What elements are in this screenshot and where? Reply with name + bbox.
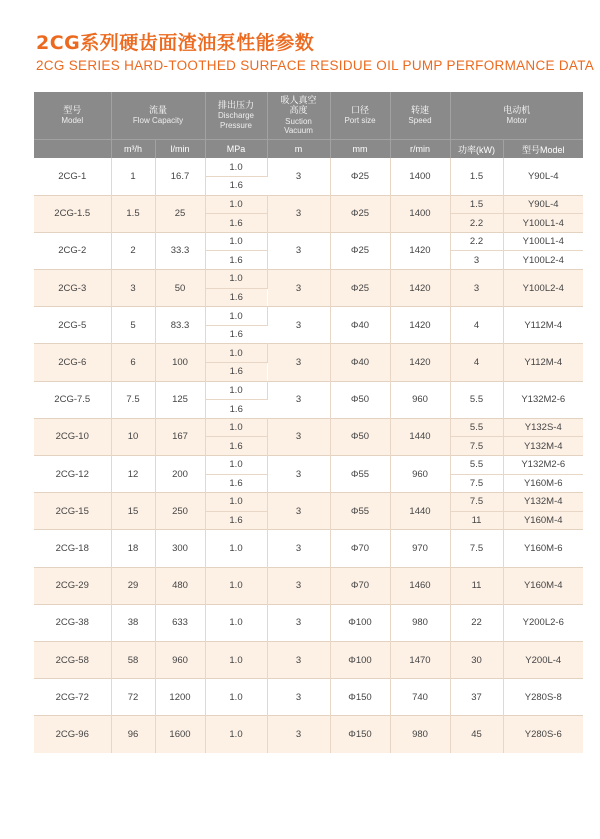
flow-lmin-cell: 16.7 — [155, 158, 205, 195]
pressure-cell: 1.0 — [205, 641, 267, 678]
unit-port: mm — [330, 140, 390, 159]
motor-model-cell: Y112M-4 — [503, 307, 583, 344]
power-cell: 4 — [450, 344, 503, 381]
table-row — [34, 158, 583, 177]
power-cell: 7.5 — [450, 493, 503, 512]
table-row — [34, 679, 583, 716]
flow-m3h-cell: 38 — [111, 604, 155, 641]
table-row — [34, 641, 583, 678]
motor-model-cell: Y90L-4 — [503, 195, 583, 214]
flow-lmin-cell: 50 — [155, 270, 205, 307]
table-row — [34, 270, 583, 289]
suction-cell: 3 — [267, 418, 330, 455]
flow-lmin-cell: 960 — [155, 641, 205, 678]
model-cell: 2CG-12 — [34, 456, 111, 493]
pressure-cell: 1.6 — [205, 214, 267, 233]
table-row — [34, 493, 583, 512]
port-cell: Φ55 — [330, 456, 390, 493]
pressure-cell: 1.6 — [205, 363, 267, 382]
suction-cell: 3 — [267, 381, 330, 418]
table-row — [34, 456, 583, 475]
table-row — [34, 530, 583, 567]
port-cell: Φ40 — [330, 344, 390, 381]
pressure-cell: 1.0 — [205, 530, 267, 567]
speed-cell: 960 — [390, 456, 450, 493]
model-cell: 2CG-7.5 — [34, 381, 111, 418]
port-cell: Φ100 — [330, 604, 390, 641]
speed-cell: 970 — [390, 530, 450, 567]
model-cell: 2CG-2 — [34, 232, 111, 269]
table-row — [34, 344, 583, 363]
suction-cell: 3 — [267, 604, 330, 641]
speed-cell: 1400 — [390, 195, 450, 232]
suction-cell: 3 — [267, 641, 330, 678]
power-cell: 5.5 — [450, 456, 503, 475]
pressure-cell: 1.0 — [205, 158, 267, 177]
motor-model-cell: Y132M2-6 — [503, 381, 583, 418]
pressure-cell: 1.6 — [205, 511, 267, 530]
model-cell: 2CG-1 — [34, 158, 111, 195]
flow-m3h-cell: 72 — [111, 679, 155, 716]
header-row-main — [34, 92, 583, 140]
port-cell: Φ25 — [330, 158, 390, 195]
pressure-cell: 1.0 — [205, 270, 267, 289]
table-row — [34, 195, 583, 214]
power-cell: 5.5 — [450, 381, 503, 418]
table-row — [34, 418, 583, 437]
pressure-cell: 1.6 — [205, 288, 267, 307]
power-cell: 7.5 — [450, 474, 503, 493]
suction-cell: 3 — [267, 493, 330, 530]
header-model: 型号 Model — [34, 92, 111, 140]
power-cell: 7.5 — [450, 530, 503, 567]
pressure-cell: 1.0 — [205, 381, 267, 400]
flow-lmin-cell: 125 — [155, 381, 205, 418]
header-motor: 电动机 Motor — [450, 92, 583, 140]
power-cell: 2.2 — [450, 232, 503, 251]
motor-model-cell: Y200L-4 — [503, 641, 583, 678]
model-cell: 2CG-1.5 — [34, 195, 111, 232]
motor-model-cell: Y100L2-4 — [503, 270, 583, 307]
header-port-size: 口径 Port size — [330, 92, 390, 140]
power-cell: 45 — [450, 716, 503, 753]
model-cell: 2CG-72 — [34, 679, 111, 716]
suction-cell: 3 — [267, 344, 330, 381]
table-row — [34, 604, 583, 641]
power-cell: 5.5 — [450, 418, 503, 437]
suction-cell: 3 — [267, 158, 330, 195]
suction-cell: 3 — [267, 307, 330, 344]
motor-model-cell: Y132M-4 — [503, 493, 583, 512]
port-cell: Φ100 — [330, 641, 390, 678]
power-cell: 4 — [450, 307, 503, 344]
unit-power: 功率(kW) — [450, 140, 503, 159]
table-body — [34, 158, 583, 753]
power-cell: 30 — [450, 641, 503, 678]
speed-cell: 1440 — [390, 493, 450, 530]
speed-cell: 1420 — [390, 270, 450, 307]
port-cell: Φ50 — [330, 381, 390, 418]
flow-m3h-cell: 18 — [111, 530, 155, 567]
power-cell: 3 — [450, 251, 503, 270]
port-cell: Φ50 — [330, 418, 390, 455]
power-cell: 22 — [450, 604, 503, 641]
suction-cell: 3 — [267, 567, 330, 604]
flow-m3h-cell: 7.5 — [111, 381, 155, 418]
flow-m3h-cell: 15 — [111, 493, 155, 530]
model-cell: 2CG-10 — [34, 418, 111, 455]
motor-model-cell: Y100L1-4 — [503, 232, 583, 251]
port-cell: Φ40 — [330, 307, 390, 344]
pressure-cell: 1.6 — [205, 474, 267, 493]
flow-lmin-cell: 250 — [155, 493, 205, 530]
performance-table — [34, 92, 583, 753]
suction-cell: 3 — [267, 530, 330, 567]
unit-suction: m — [267, 140, 330, 159]
power-cell: 3 — [450, 270, 503, 307]
power-cell: 2.2 — [450, 214, 503, 233]
speed-cell: 980 — [390, 604, 450, 641]
motor-model-cell: Y132M2-6 — [503, 456, 583, 475]
flow-lmin-cell: 633 — [155, 604, 205, 641]
pressure-cell: 1.0 — [205, 716, 267, 753]
port-cell: Φ150 — [330, 716, 390, 753]
unit-model-blank — [34, 140, 111, 159]
unit-flow-lmin: l/min — [155, 140, 205, 159]
header-speed: 转速 Speed — [390, 92, 450, 140]
header-flow-capacity: 流量 Flow Capacity — [111, 92, 205, 140]
power-cell: 37 — [450, 679, 503, 716]
motor-model-cell: Y100L1-4 — [503, 214, 583, 233]
power-cell: 11 — [450, 511, 503, 530]
pressure-cell: 1.0 — [205, 195, 267, 214]
pressure-cell: 1.0 — [205, 493, 267, 512]
table-row — [34, 567, 583, 604]
model-cell: 2CG-6 — [34, 344, 111, 381]
pressure-cell: 1.0 — [205, 456, 267, 475]
speed-cell: 1440 — [390, 418, 450, 455]
suction-cell: 3 — [267, 456, 330, 493]
model-cell: 2CG-38 — [34, 604, 111, 641]
unit-pressure: MPa — [205, 140, 267, 159]
pressure-cell: 1.0 — [205, 344, 267, 363]
pressure-cell: 1.0 — [205, 567, 267, 604]
flow-lmin-cell: 200 — [155, 456, 205, 493]
motor-model-cell: Y112M-4 — [503, 344, 583, 381]
table-row — [34, 232, 583, 251]
pressure-cell: 1.0 — [205, 679, 267, 716]
pressure-cell: 1.0 — [205, 232, 267, 251]
flow-lmin-cell: 480 — [155, 567, 205, 604]
power-cell: 1.5 — [450, 195, 503, 214]
flow-m3h-cell: 5 — [111, 307, 155, 344]
speed-cell: 740 — [390, 679, 450, 716]
speed-cell: 980 — [390, 716, 450, 753]
motor-model-cell: Y280S-6 — [503, 716, 583, 753]
suction-cell: 3 — [267, 195, 330, 232]
pressure-cell: 1.6 — [205, 251, 267, 270]
port-cell: Φ55 — [330, 493, 390, 530]
pressure-cell: 1.0 — [205, 418, 267, 437]
power-cell: 11 — [450, 567, 503, 604]
header-row-units — [34, 140, 583, 159]
table-row — [34, 381, 583, 400]
motor-model-cell: Y160M-4 — [503, 511, 583, 530]
model-cell: 2CG-18 — [34, 530, 111, 567]
flow-m3h-cell: 2 — [111, 232, 155, 269]
model-cell: 2CG-96 — [34, 716, 111, 753]
speed-cell: 1420 — [390, 307, 450, 344]
motor-model-cell: Y160M-6 — [503, 474, 583, 493]
flow-m3h-cell: 1 — [111, 158, 155, 195]
flow-m3h-cell: 3 — [111, 270, 155, 307]
speed-cell: 1400 — [390, 158, 450, 195]
header-suction-vacuum: 吸人真空 高度 Suction Vacuum — [267, 92, 330, 140]
speed-cell: 960 — [390, 381, 450, 418]
motor-model-cell: Y90L-4 — [503, 158, 583, 195]
pressure-cell: 1.6 — [205, 325, 267, 344]
model-cell: 2CG-15 — [34, 493, 111, 530]
table-row — [34, 716, 583, 753]
flow-lmin-cell: 25 — [155, 195, 205, 232]
port-cell: Φ70 — [330, 567, 390, 604]
port-cell: Φ25 — [330, 195, 390, 232]
pressure-cell: 1.6 — [205, 177, 267, 196]
model-cell: 2CG-29 — [34, 567, 111, 604]
flow-lmin-cell: 167 — [155, 418, 205, 455]
speed-cell: 1420 — [390, 232, 450, 269]
unit-flow-m3h: m³/h — [111, 140, 155, 159]
power-cell: 1.5 — [450, 158, 503, 195]
flow-m3h-cell: 10 — [111, 418, 155, 455]
suction-cell: 3 — [267, 270, 330, 307]
motor-model-cell: Y100L2-4 — [503, 251, 583, 270]
port-cell: Φ70 — [330, 530, 390, 567]
motor-model-cell: Y160M-4 — [503, 567, 583, 604]
unit-motor-model: 型号Model — [503, 140, 583, 159]
power-cell: 7.5 — [450, 437, 503, 456]
flow-m3h-cell: 58 — [111, 641, 155, 678]
flow-m3h-cell: 29 — [111, 567, 155, 604]
pressure-cell: 1.6 — [205, 400, 267, 419]
motor-model-cell: Y132M-4 — [503, 437, 583, 456]
flow-lmin-cell: 83.3 — [155, 307, 205, 344]
flow-lmin-cell: 33.3 — [155, 232, 205, 269]
page-title-cn: 2CG系列硬齿面渣油泵性能参数 — [36, 32, 315, 54]
suction-cell: 3 — [267, 679, 330, 716]
speed-cell: 1460 — [390, 567, 450, 604]
speed-cell: 1470 — [390, 641, 450, 678]
flow-m3h-cell: 12 — [111, 456, 155, 493]
pressure-cell: 1.6 — [205, 437, 267, 456]
header-discharge-pressure: 排出压力 Discharge Pressure — [205, 92, 267, 140]
motor-model-cell: Y280S-8 — [503, 679, 583, 716]
port-cell: Φ25 — [330, 232, 390, 269]
flow-lmin-cell: 1600 — [155, 716, 205, 753]
flow-m3h-cell: 96 — [111, 716, 155, 753]
speed-cell: 1420 — [390, 344, 450, 381]
flow-lmin-cell: 1200 — [155, 679, 205, 716]
model-cell: 2CG-3 — [34, 270, 111, 307]
suction-cell: 3 — [267, 232, 330, 269]
pressure-cell: 1.0 — [205, 307, 267, 326]
pressure-cell: 1.0 — [205, 604, 267, 641]
motor-model-cell: Y200L2-6 — [503, 604, 583, 641]
model-cell: 2CG-5 — [34, 307, 111, 344]
suction-cell: 3 — [267, 716, 330, 753]
flow-m3h-cell: 1.5 — [111, 195, 155, 232]
port-cell: Φ25 — [330, 270, 390, 307]
motor-model-cell: Y132S-4 — [503, 418, 583, 437]
flow-lmin-cell: 300 — [155, 530, 205, 567]
port-cell: Φ150 — [330, 679, 390, 716]
flow-m3h-cell: 6 — [111, 344, 155, 381]
flow-lmin-cell: 100 — [155, 344, 205, 381]
model-cell: 2CG-58 — [34, 641, 111, 678]
unit-speed: r/min — [390, 140, 450, 159]
page-title-en: 2CG SERIES HARD-TOOTHED SURFACE RESIDUE OIL PUMP PERFORMANCE DATA — [36, 58, 595, 73]
table-row — [34, 307, 583, 326]
motor-model-cell: Y160M-6 — [503, 530, 583, 567]
